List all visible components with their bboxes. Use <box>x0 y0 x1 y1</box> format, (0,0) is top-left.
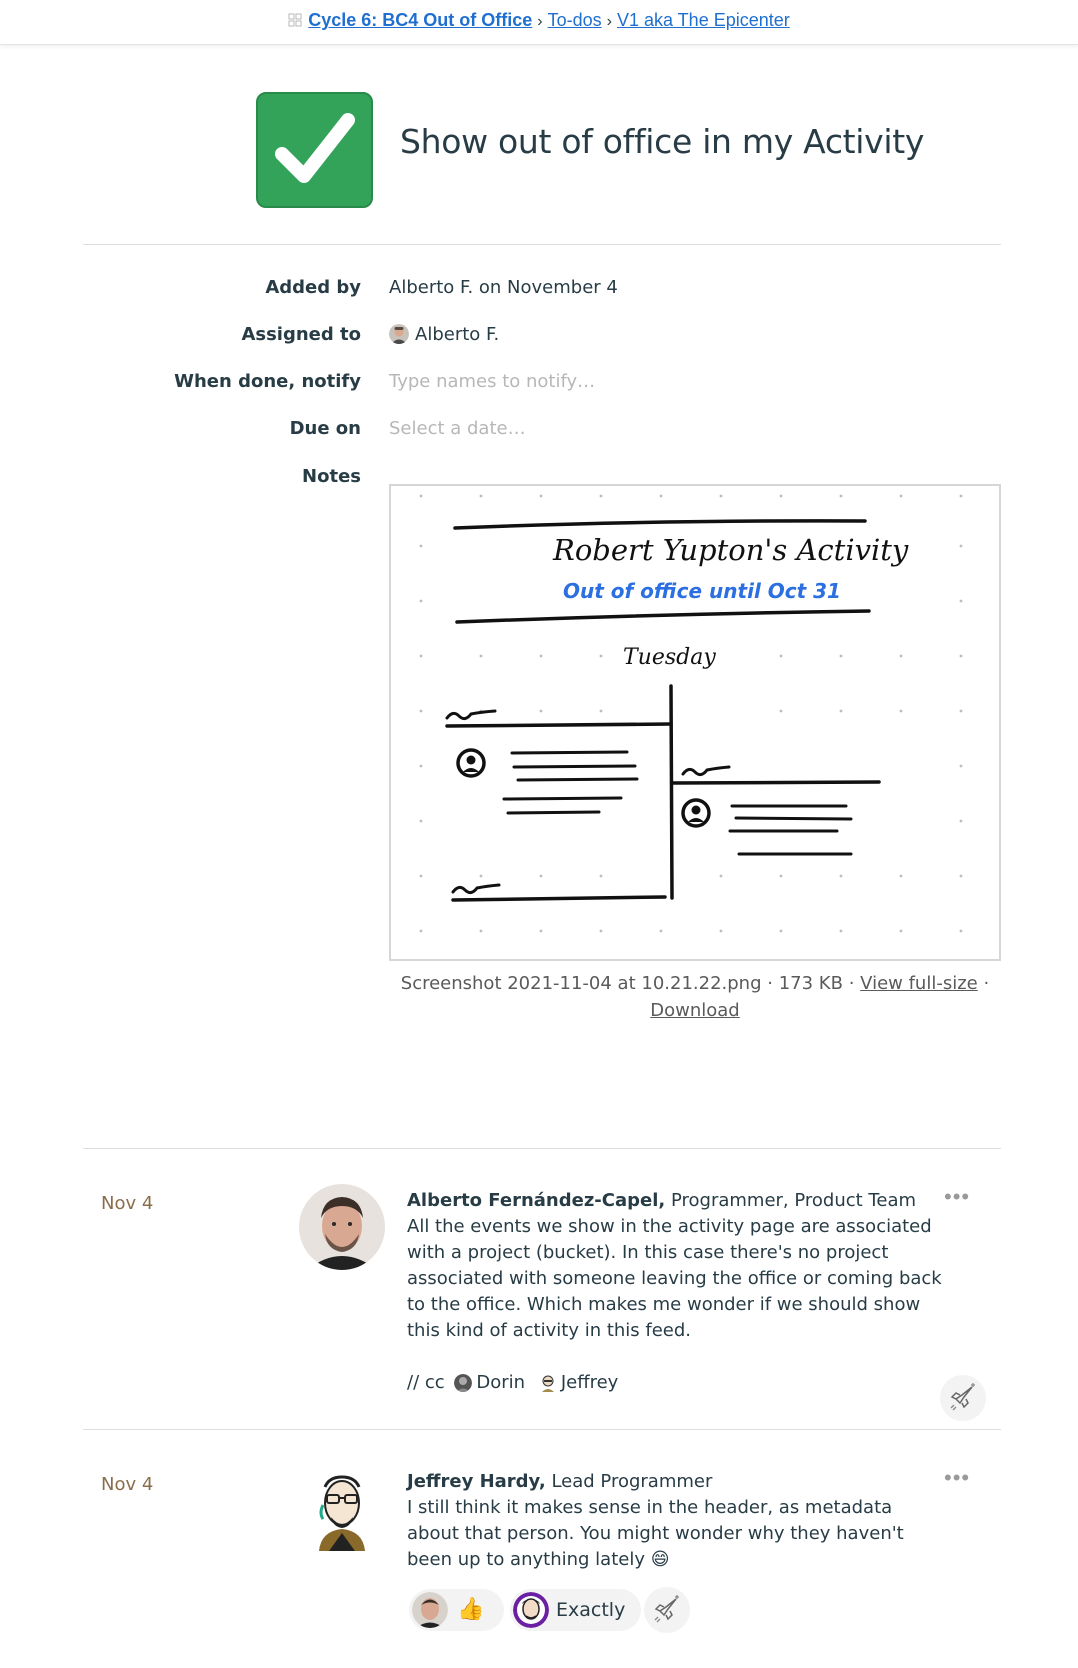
assignee-name: Alberto F. <box>415 324 500 345</box>
comment-text: All the events we show in the activity page are associated with a project (bucket). In this case there's no project associated with someone leaving the office or coming back to the office. Which makes me wonder if we should show this kind of activity in this feed. <box>407 1216 942 1341</box>
rocket-icon <box>940 1375 986 1421</box>
sketch-subheading: Out of office until Oct 31 <box>563 579 841 603</box>
breadcrumb <box>0 0 1078 45</box>
breadcrumb-separator: › <box>537 13 543 30</box>
divider <box>83 244 1001 245</box>
todo-title[interactable]: Show out of office in my Activity <box>400 122 925 161</box>
breadcrumb-group-link[interactable]: V1 aka The Epicenter <box>616 10 790 30</box>
due-on-label: Due on <box>289 418 361 439</box>
rocket-icon <box>644 1587 690 1633</box>
sketch-day: Tuesday <box>623 645 716 670</box>
sketch-heading: Robert Yupton's Activity <box>553 533 909 567</box>
comment-author-role: Lead Programmer <box>551 1471 713 1492</box>
boost-button[interactable] <box>644 1587 690 1633</box>
avatar <box>389 324 409 344</box>
comment-body-1 <box>407 1188 947 1396</box>
comment-body-2 <box>407 1469 947 1573</box>
comment-menu-button[interactable]: ••• <box>944 1465 971 1490</box>
comment-cc: // cc Dorin Jeffrey <box>407 1372 619 1393</box>
boost-button[interactable] <box>940 1375 986 1421</box>
comment-author[interactable]: Jeffrey Hardy, <box>407 1471 546 1492</box>
notify-input[interactable]: Type names to notify… <box>389 371 596 392</box>
avatar <box>454 1374 472 1392</box>
notes-attachment-image[interactable] <box>389 484 1001 961</box>
reaction-pill[interactable] <box>510 1589 641 1631</box>
avatar[interactable] <box>299 1184 385 1270</box>
added-by-value: Alberto F. on November 4 <box>389 277 618 298</box>
assigned-to-label: Assigned to <box>241 324 361 345</box>
comment-date: Nov 4 <box>101 1474 154 1495</box>
comment-author[interactable]: Alberto Fernández-Capel, <box>407 1190 666 1211</box>
avatar <box>539 1374 557 1392</box>
reaction-emoji: 👍 <box>457 1597 485 1622</box>
cc-person[interactable]: Jeffrey <box>560 1372 619 1393</box>
avatar[interactable] <box>299 1465 385 1551</box>
comment-menu-button[interactable]: ••• <box>944 1184 971 1209</box>
download-link[interactable]: Download <box>650 1000 740 1021</box>
comment-text: I still think it makes sense in the header, as metadata about that person. You might wonder why they haven't been up to anything lately 😄 <box>407 1497 904 1570</box>
completed-checkbox[interactable] <box>256 92 373 208</box>
view-full-size-link[interactable]: View full-size <box>860 973 978 994</box>
avatar <box>513 1592 549 1628</box>
assignee[interactable] <box>389 324 499 345</box>
reaction-label: Exactly <box>556 1599 626 1621</box>
attachment-caption: Screenshot 2021-11-04 at 10.21.22.png · 173 KB · View full-size · Download <box>400 973 990 1021</box>
breadcrumb-separator: › <box>606 13 612 30</box>
attachment-filename: Screenshot 2021-11-04 at 10.21.22.png <box>400 973 762 994</box>
reaction-pill[interactable] <box>409 1589 504 1631</box>
project-grid-icon <box>288 13 302 27</box>
avatar <box>412 1592 448 1628</box>
divider <box>83 1429 1001 1430</box>
added-by-label: Added by <box>265 277 361 298</box>
breadcrumb-list-link[interactable]: To-dos <box>547 10 602 30</box>
cc-person[interactable]: Dorin <box>476 1372 526 1393</box>
due-date-picker[interactable]: Select a date… <box>389 418 526 439</box>
comment-date: Nov 4 <box>101 1193 154 1214</box>
notes-label: Notes <box>302 466 361 487</box>
comment-author-role: Programmer, Product Team <box>670 1190 917 1211</box>
notify-label: When done, notify <box>174 371 361 392</box>
activity-sketch <box>391 486 999 959</box>
breadcrumb-project-link[interactable]: Cycle 6: BC4 Out of Office <box>308 10 533 30</box>
attachment-size: 173 KB <box>778 973 843 994</box>
white-check-mark-icon <box>258 94 371 206</box>
divider <box>83 1148 1001 1149</box>
